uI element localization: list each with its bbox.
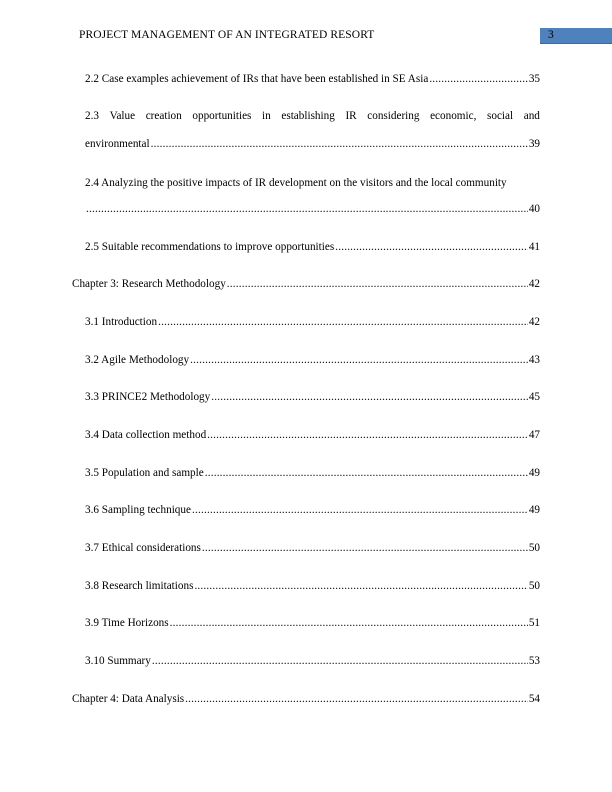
toc-entry-3-3[interactable] — [85, 390, 540, 404]
dot-leader — [151, 137, 528, 151]
toc-entry-label: 2.5 Suitable recommendations to improve opportunities — [85, 241, 335, 253]
toc-entry-page: 49 — [528, 504, 540, 516]
toc-entry-2-3-line1[interactable] — [85, 109, 540, 123]
page-number-badge — [540, 28, 612, 44]
toc-entry-label: 3.9 Time Horizons — [85, 617, 169, 629]
toc-entry-label: 3.7 Ethical considerations — [85, 542, 201, 554]
toc-entry-2-2[interactable] — [85, 72, 540, 86]
toc-entry-page: 53 — [528, 655, 540, 667]
toc-entry-page: 49 — [528, 467, 540, 479]
toc-entry-page: 41 — [528, 241, 540, 253]
dot-leader — [192, 503, 528, 517]
toc-word: Value — [109, 110, 136, 122]
toc-entry-3-2[interactable] — [85, 353, 540, 367]
toc-entry-label: 3.3 PRINCE2 Methodology — [85, 391, 211, 403]
toc-word: establishing — [281, 110, 335, 122]
toc-entry-3-9[interactable] — [85, 616, 540, 630]
toc-entry-page: 50 — [528, 542, 540, 554]
dot-leader — [185, 692, 528, 706]
toc-entry-label: 3.2 Agile Methodology — [85, 354, 190, 366]
toc-entry-page: 47 — [528, 429, 540, 441]
toc-chapter-4[interactable] — [72, 692, 540, 706]
dot-leader — [429, 72, 528, 86]
toc-entry-2-4-line2[interactable] — [85, 202, 540, 216]
toc-chapter-label: Chapter 3: Research Methodology — [72, 278, 226, 290]
toc-entry-page: 54 — [528, 693, 540, 705]
toc-entry-page: 50 — [528, 580, 540, 592]
dot-leader — [335, 240, 528, 254]
toc-word: 2.3 — [85, 110, 99, 122]
dot-leader — [207, 428, 528, 442]
toc-chapter-3[interactable] — [72, 277, 540, 291]
toc-entry-label: 3.5 Population and sample — [85, 467, 204, 479]
running-header-title: PROJECT MANAGEMENT OF AN INTEGRATED RESORT — [79, 29, 375, 41]
toc-word: in — [262, 110, 271, 122]
dot-leader — [86, 202, 528, 216]
toc-entry-page: 51 — [528, 617, 540, 629]
dot-leader — [190, 353, 528, 367]
toc-word: considering — [367, 110, 420, 122]
toc-entry-label: 2.2 Case examples achievement of IRs that have been established in SE Asia — [85, 73, 429, 85]
toc-entry-label: 3.10 Summary — [85, 655, 151, 667]
toc-entry-label: 3.4 Data collection method — [85, 429, 207, 441]
dot-leader — [170, 616, 528, 630]
toc-entry-page: 43 — [528, 354, 540, 366]
toc-entry-3-1[interactable] — [85, 315, 540, 329]
toc-entry-3-4[interactable] — [85, 428, 540, 442]
toc-entry-page: 42 — [528, 316, 540, 328]
toc-entry-label: 3.6 Sampling technique — [85, 504, 191, 516]
toc-word: creation — [145, 110, 182, 122]
toc-word: social — [487, 110, 514, 122]
toc-entry-2-5[interactable] — [85, 240, 540, 254]
toc-entry-label: environmental — [85, 138, 150, 150]
dot-leader — [194, 579, 527, 593]
toc-entry-2-3-line2[interactable] — [85, 137, 540, 151]
dot-leader — [152, 654, 528, 668]
toc-word: economic, — [430, 110, 477, 122]
dot-leader — [202, 541, 528, 555]
toc-entry-label: 3.1 Introduction — [85, 316, 158, 328]
dot-leader — [158, 315, 528, 329]
dot-leader — [205, 466, 528, 480]
page-number: 3 — [548, 29, 554, 41]
toc-entry-label: 3.8 Research limitations — [85, 580, 194, 592]
toc-entry-page: 40 — [528, 203, 540, 215]
toc-entry-page: 45 — [528, 391, 540, 403]
toc-entry-3-7[interactable] — [85, 541, 540, 555]
toc-chapter-label: Chapter 4: Data Analysis — [72, 693, 185, 705]
toc-entry-3-10[interactable] — [85, 654, 540, 668]
toc-word: IR — [345, 110, 357, 122]
dot-leader — [211, 390, 528, 404]
toc-word: opportunities — [192, 110, 252, 122]
toc-entry-page: 39 — [528, 138, 540, 150]
toc-entry-page: 35 — [528, 73, 540, 85]
toc-entry-2-4-line1[interactable]: 2.4 Analyzing the positive impacts of IR development on the visitors and the local community — [85, 177, 507, 189]
toc-entry-3-8[interactable] — [85, 579, 540, 593]
toc-word: and — [523, 110, 540, 122]
toc-entry-3-6[interactable] — [85, 503, 540, 517]
toc-entry-3-5[interactable] — [85, 466, 540, 480]
dot-leader — [227, 277, 528, 291]
toc-entry-page: 42 — [528, 278, 540, 290]
